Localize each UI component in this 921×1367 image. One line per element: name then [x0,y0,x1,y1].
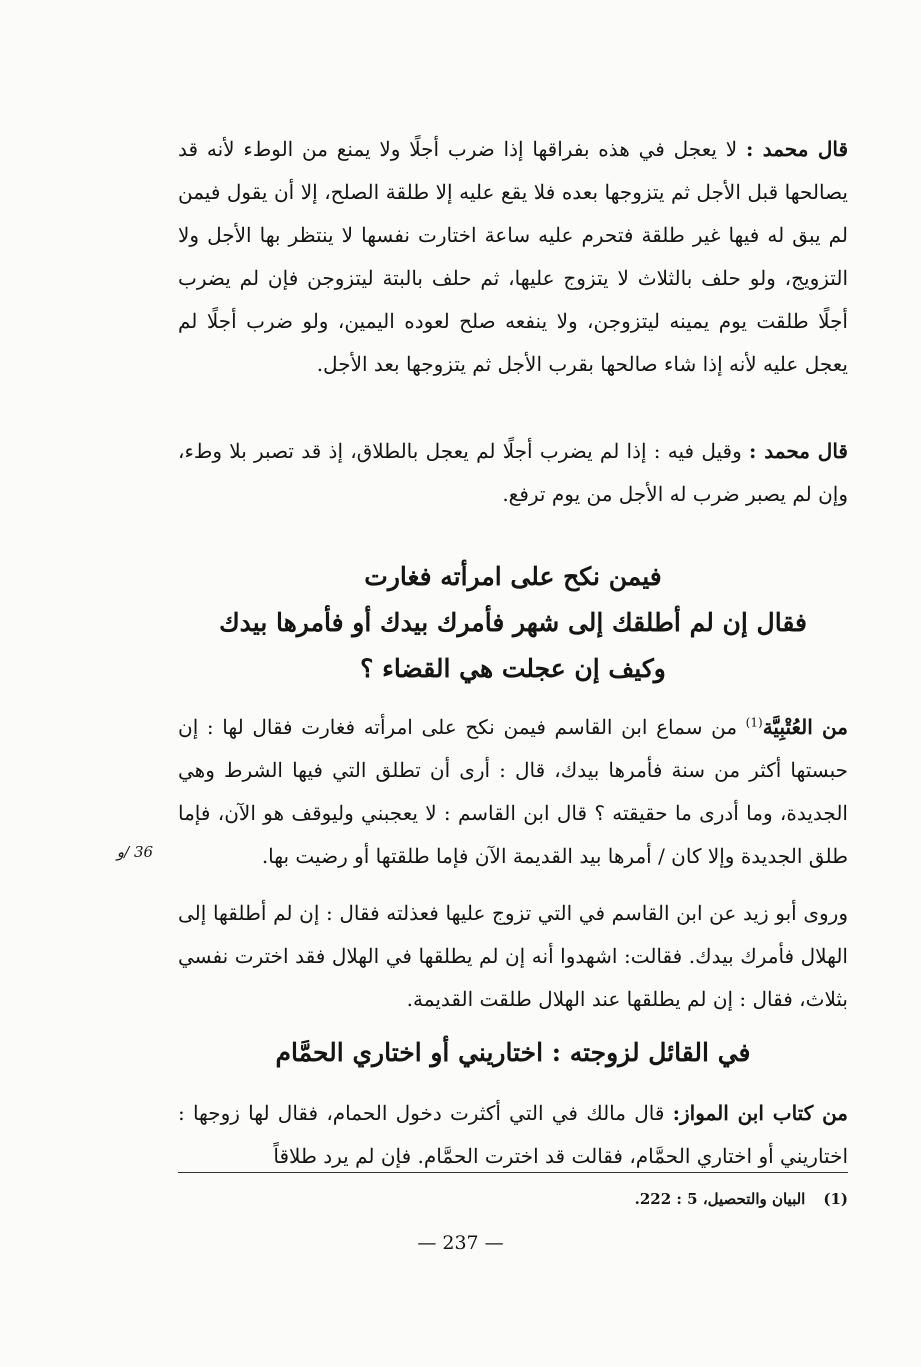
paragraph-4-text: وروى أبو زيد عن ابن القاسم في التي تزوج عليها فعذلته فقال : إن لم أطلقها إلى الهلال فأمرك بيدك. فقالت: اشهدوا أنه إن لم يطلقها في الهلال فقد اخترت نفسي بثلاث، فقال : إن لم يطلقها عند الهلال طلقت القديمة. [178,901,848,1011]
paragraph-1 [178,128,848,386]
paragraph-2-text [178,430,848,516]
paragraph-2 [178,430,848,516]
paragraph-5-lead: من كتاب ابن المواز: [672,1101,849,1125]
page-number: — 237 — [417,1232,504,1254]
section-heading-1 [178,554,848,692]
footnote-divider [178,1172,848,1173]
paragraph-3-body: من سماع ابن القاسم فيمن نكح على امرأته فغارت فقال لها : إن حبستها أكثر من سنة فأمرها بيدك، قال : أرى أن تطلق التي فيها الشرط وهي الجديدة، وما أدرى ما حقيقته ؟ قال ابن القاسم : لا يعجبني وليوقف هو الآن، فإما طلق الجديدة وإلا كان / أمرها بيد القديمة الآن فإما طلقتها أو رضيت بها. [178,715,848,868]
paragraph-5-body: قال مالك في التي أكثرت دخول الحمام، فقال لها زوجها : اختاريني أو اختاري الحمَّام، فقالت قد اخترت الحمَّام. فإن لم يرد طلاقاً [178,1101,848,1168]
paragraph-5 [178,1092,848,1178]
paragraph-3 [178,706,848,878]
footnote [178,1184,848,1214]
paragraph-3-lead: من العُتْبِيَّة [762,715,848,739]
section-heading-1-line-3: وكيف إن عجلت هي القضاء ؟ [360,654,666,683]
footnote-text: البيان والتحصيل، 5 : 222. [634,1190,806,1208]
footnote-reference: (1) [745,715,763,730]
paragraph-1-text [178,128,848,386]
paragraph-1-body: لا يعجل في هذه بفراقها إذا ضرب أجلًا ولا يمنع من الوطء لأنه قد يصالحها قبل الأجل ثم يتزوجها بعده فلا يقع عليه إلا طلقة الصلح، إلا أن يقول فيمن لم يبق له فيها غير طلقة فتحرم عليه ساعة اختارت نفسها لا ينتظر بها الأجل ولا التزويج، ولو حلف بالثلاث لا يتزوج عليها، ثم حلف بالبتة ليتزوجن فإن لم يضرب أجلًا طلقت يوم يمينه ليتزوجن، ولا ينفعه صلح لعوده اليمين، ولو ضرب أجلًا لم يعجل عليه لأنه إذا شاء صالحها بقرب الأجل ثم يتزوجها بعد الأجل. [178,137,848,376]
paragraph-2-body: وقيل فيه : إذا لم يضرب أجلًا لم يعجل بالطلاق، إذ قد تصبر بلا وطء، وإن لم يصبر ضرب له الأجل من يوم ترفع. [178,439,848,506]
paragraph-4 [178,892,848,1021]
paragraph-5-text [178,1092,848,1178]
paragraph-2-lead: قال محمد : [749,439,848,463]
section-heading-2-line: في القائل لزوجته : اختاريني أو اختاري الحمَّام [275,1038,751,1067]
section-heading-1-line-1: فيمن نكح على امرأته فغارت [364,562,662,591]
section-heading-1-line-2: فقال إن لم أطلقك إلى شهر فأمرك بيدك أو فأمرها بيدك [219,608,807,637]
paragraph-3-text [178,706,848,878]
folio-margin-note: 36 /و [116,843,154,861]
paragraph-1-lead: قال محمد : [745,137,848,161]
section-heading-2 [178,1030,848,1076]
footnote-mark: (1) [823,1190,848,1208]
